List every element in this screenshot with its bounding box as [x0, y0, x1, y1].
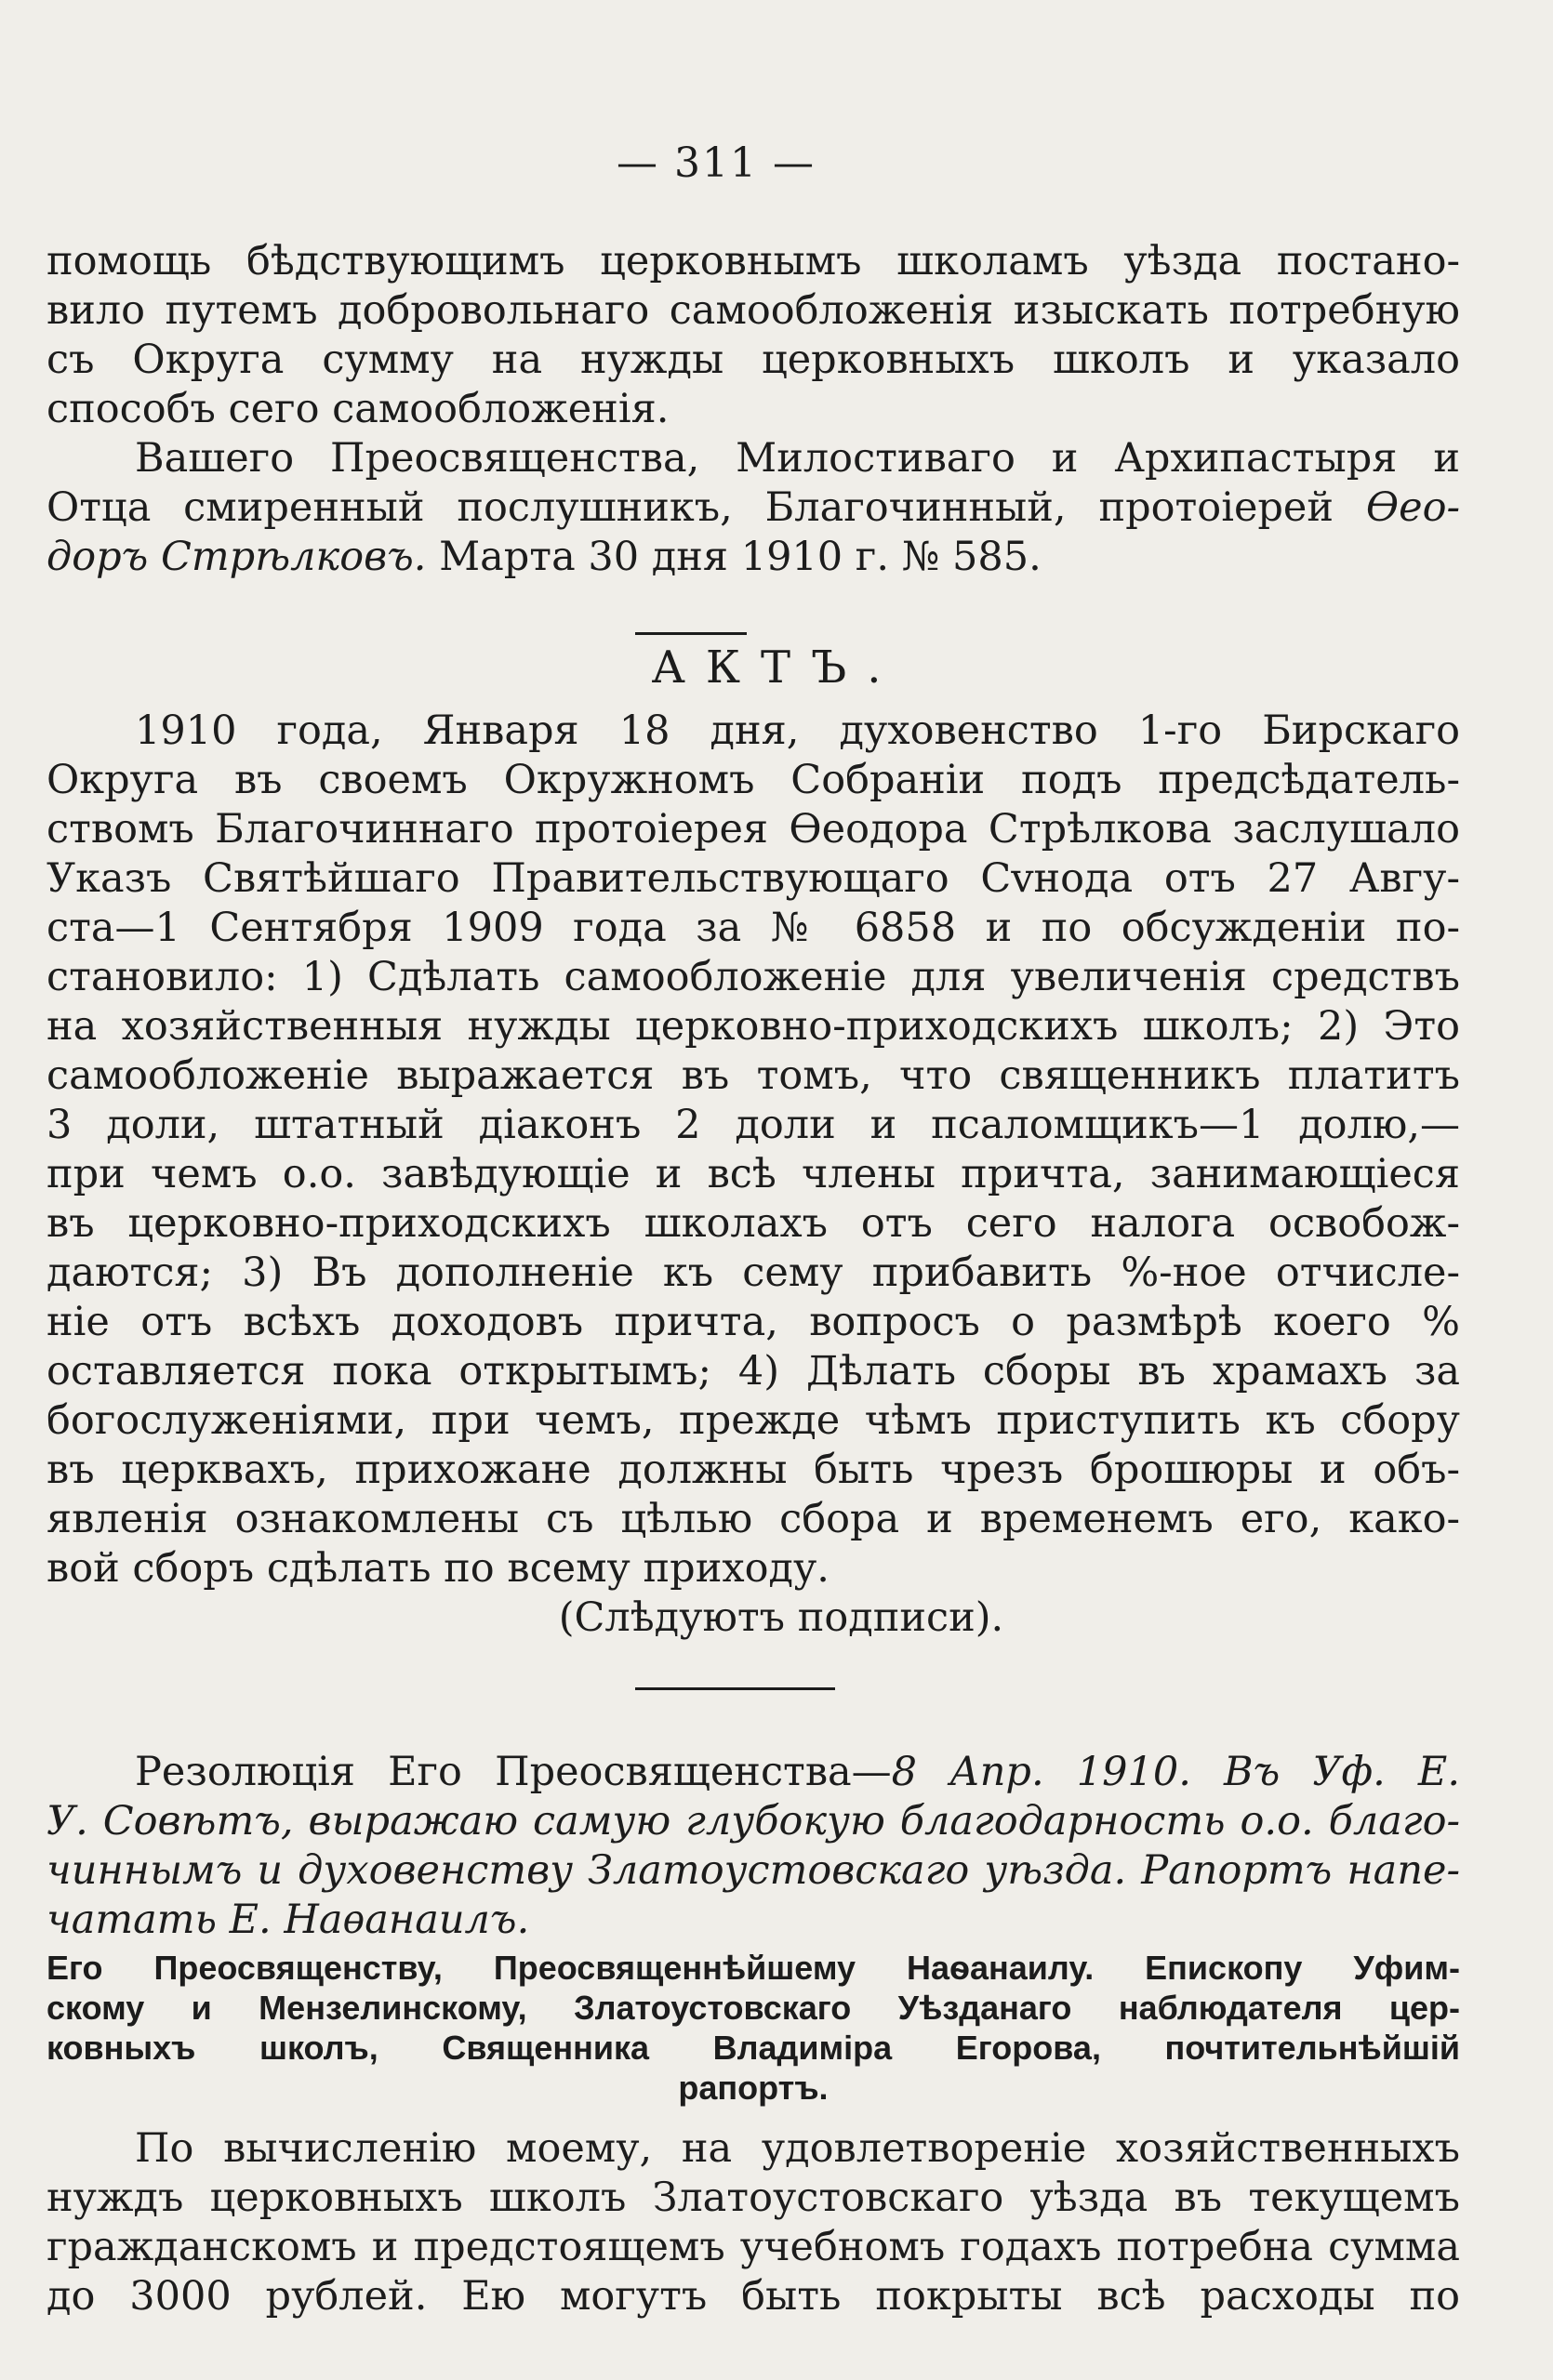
paragraph-continuation	[46, 237, 1460, 434]
text-line: чиннымъ и духовенству Златоустовскаго уѣзда. Рапортъ напе-	[46, 1847, 1460, 1894]
text-line: нуждъ церковныхъ школъ Златоустовскаго уѣзда въ текущемъ	[46, 2175, 1460, 2221]
text-line: въ церквахъ, прихожане должны быть чрезъ брошюры и объ-	[46, 1447, 1460, 1493]
report-body	[46, 2124, 1460, 2321]
text-line: Указъ Святѣйшаго Правительствующаго Сvнода отъ 27 Авгу-	[46, 855, 1460, 902]
text-line: на хозяйственныя нужды церковно-приходскихъ школъ; 2) Это	[46, 1003, 1460, 1050]
text-line: съ Округа сумму на нужды церковныхъ школъ и указало	[46, 337, 1460, 383]
text-line: явленія ознакомлены съ цѣлью сбора и временемъ его, како-	[46, 1496, 1460, 1542]
paragraph-signature	[46, 434, 1460, 582]
text-line: Вашего Преосвященства, Милостиваго и Архипастыря и	[135, 435, 1460, 482]
page-number: — 311 —	[617, 139, 816, 187]
text-line: въ церковно-приходскихъ школахъ отъ сего налога освобож-	[46, 1200, 1460, 1247]
text-line: становило: 1) Сдѣлать самообложеніе для увеличенія средствъ	[46, 954, 1460, 1000]
text-line: богослуженіями, при чемъ, прежде чѣмъ приступить къ сбору	[46, 1397, 1460, 1444]
text-line: ковныхъ школъ, Священника Владиміра Егорова, почтительнѣйшій	[46, 2029, 1460, 2067]
text-line: способъ сего самообложенія.	[46, 386, 670, 432]
text-segment: Резолюція Его Преосвященства—	[135, 1749, 892, 1795]
text-line: ствомъ Благочиннаго протоіерея Өеодора Стрѣлкова заслушало	[46, 806, 1460, 853]
text-line: самообложеніе выражается въ томъ, что священникъ платитъ	[46, 1052, 1460, 1099]
text-line	[46, 483, 1460, 533]
divider-long	[635, 1687, 835, 1690]
text-line: Его Преосвященству, Преосвященнѣйшему Наѳанаилу. Епископу Уфим-	[46, 1949, 1460, 1987]
text-line: Округа въ своемъ Окружномъ Собраніи подъ предсѣдатель-	[46, 757, 1460, 803]
text-line: до 3000 рублей. Ею могутъ быть покрыты всѣ расходы по	[46, 2273, 1460, 2320]
text-line	[46, 1748, 1460, 1797]
resolution	[46, 1748, 1460, 1945]
text-line: помощь бѣдствующимъ церковнымъ школамъ уѣзда постано-	[46, 238, 1460, 284]
text-line: 3 доли, штатный діаконъ 2 доли и псаломщикъ—1 долю,—	[46, 1102, 1460, 1148]
text-line: даются; 3) Въ дополненіе къ сему прибавить %-ное отчисле-	[46, 1250, 1460, 1296]
text-line: По вычисленію моему, на удовлетвореніе хозяйственныхъ	[135, 2125, 1460, 2172]
text-line: ста—1 Сентября 1909 года за № 6858 и по обсужденіи по-	[46, 905, 1460, 951]
text-line: вило путемъ добровольнаго самообложенія изыскать потребную	[46, 287, 1460, 334]
text-segment-italic: 8 Апр. 1910. Въ Уф. Е.	[891, 1749, 1460, 1795]
text-line: У. Совѣтъ, выражаю самую глубокую благодарность о.о. благо-	[46, 1798, 1460, 1844]
text-line: чатать Е. Наѳанаилъ.	[46, 1897, 530, 1943]
text-line: при чемъ о.о. завѣдующіе и всѣ члены причта, занимающіеся	[46, 1151, 1460, 1197]
text-line: скому и Мензелинскому, Златоустовскаго Уѣзданаго наблюдателя цер-	[46, 1989, 1460, 2027]
text-line: гражданскомъ и предстоящемъ учебномъ годахъ потребна сумма	[46, 2224, 1460, 2270]
act-body	[46, 707, 1460, 1643]
text-line: вой сборъ сдѣлать по всему приходу.	[46, 1545, 830, 1592]
text-segment: Марта 30 дня 1910 г. № 585.	[426, 534, 1042, 580]
signatures-note: (Слѣдуютъ подписи).	[558, 1594, 1004, 1641]
text-line	[46, 533, 1460, 582]
text-line: ніе отъ всѣхъ доходовъ причта, вопросъ о размѣрѣ коего %	[46, 1299, 1460, 1345]
text-line: оставляется пока открытымъ; 4) Дѣлать сборы въ храмахъ за	[46, 1348, 1460, 1395]
text-segment-italic: Өео-	[1365, 484, 1460, 531]
text-line: 1910 года, Января 18 дня, духовенство 1-го Бирскаго	[135, 707, 1460, 754]
divider-short	[635, 632, 747, 635]
text-segment: Отца смиренный послушникъ, Благочинный, протоіерей	[46, 484, 1366, 531]
act-title: АКТЪ.	[651, 641, 902, 694]
report-heading	[46, 1948, 1460, 2108]
text-segment-italic: доръ Стрѣлковъ.	[46, 534, 427, 580]
text-line: рапортъ.	[678, 2069, 829, 2107]
